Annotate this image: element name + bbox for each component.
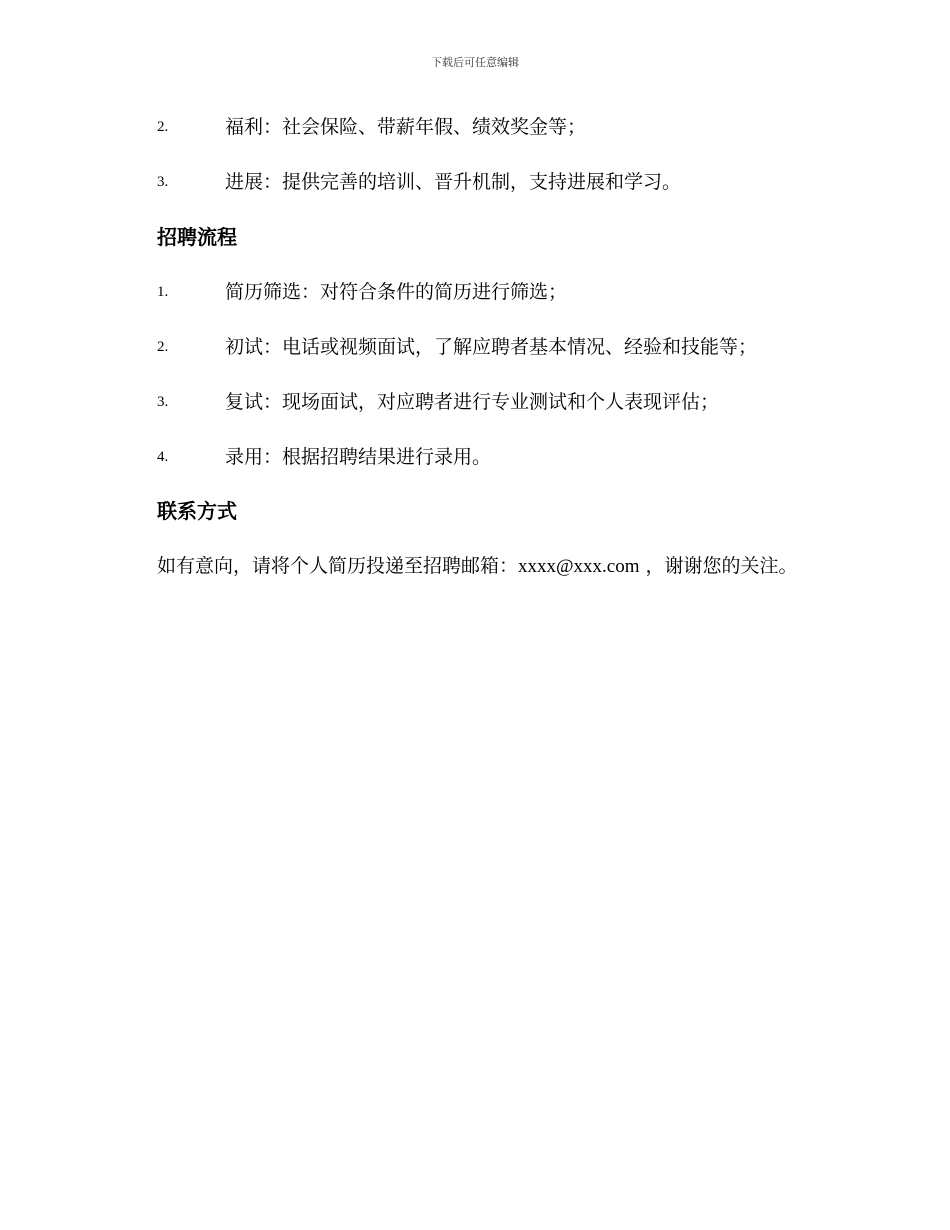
list-number: 4. [157, 449, 169, 465]
list-item [157, 387, 857, 417]
list-item [157, 277, 857, 307]
list-text: 简历筛选：对符合条件的简历进行筛选； [225, 281, 568, 303]
page-header: 下载后可任意编辑 [431, 56, 519, 69]
list-text: 福利：社会保险、带薪年假、绩效奖金等； [225, 116, 587, 138]
list-text: 进展：提供完善的培训、晋升机制，支持进展和学习。 [225, 171, 682, 193]
list-number: 2. [157, 119, 169, 135]
list-number: 2. [157, 339, 169, 355]
list-text: 录用：根据招聘结果进行录用。 [225, 446, 492, 468]
list-item [157, 112, 857, 142]
list-item [157, 332, 857, 362]
list-item [157, 442, 857, 472]
section-heading-process: 招聘流程 [157, 225, 237, 249]
contact-text-end: ，谢谢您的关注。 [639, 555, 798, 577]
list-text: 复试：现场面试，对应聘者进行专业测试和个人表现评估； [225, 391, 720, 413]
contact-paragraph [113, 545, 843, 588]
section-heading-contact: 联系方式 [157, 499, 237, 523]
contact-email: xxxx@xxx.com [518, 556, 640, 577]
contact-text: 如有意向，请将个人简历投递至招聘邮箱： [157, 555, 519, 577]
list-item [157, 167, 857, 197]
list-text: 初试：电话或视频面试，了解应聘者基本情况、经验和技能等； [225, 336, 758, 358]
list-number: 3. [157, 174, 169, 190]
list-number: 1. [157, 284, 169, 300]
list-number: 3. [157, 394, 169, 410]
